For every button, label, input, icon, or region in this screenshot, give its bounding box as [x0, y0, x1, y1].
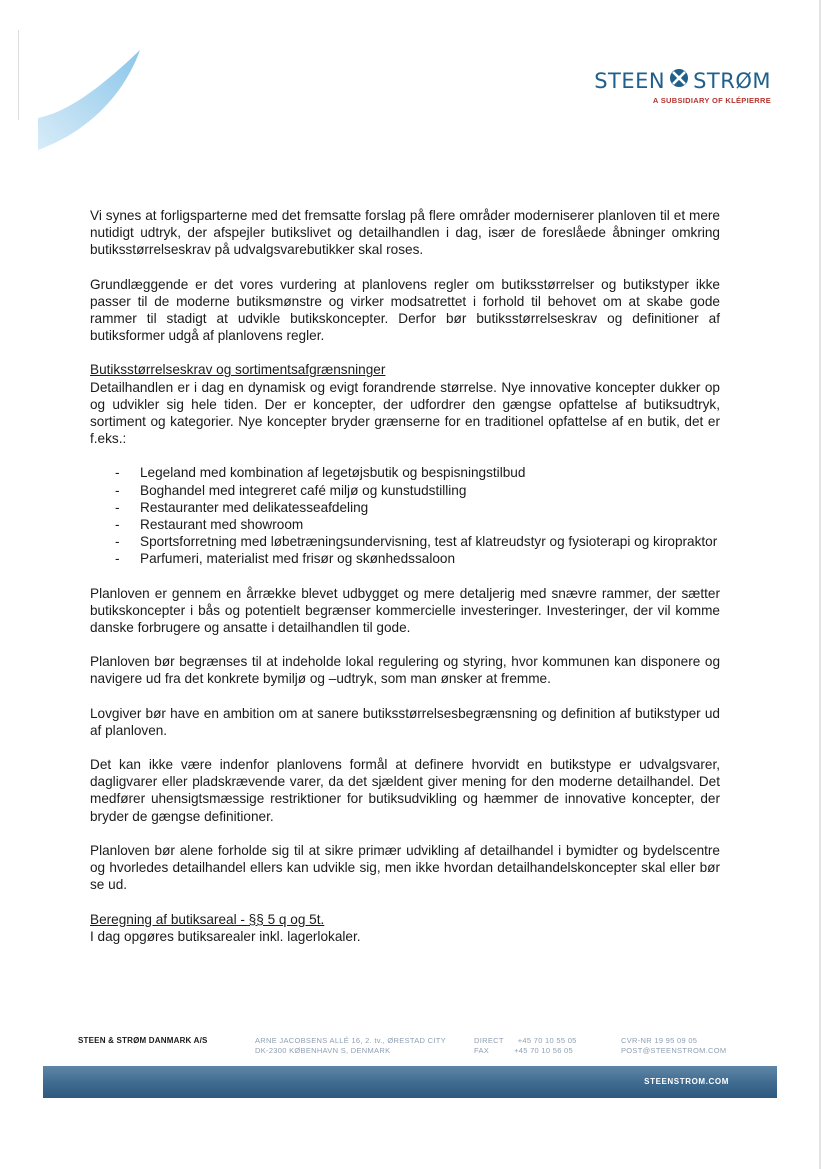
list-dash: -: [115, 499, 120, 515]
logo-word-left: STEEN: [594, 68, 666, 93]
company-logo: [594, 68, 771, 105]
list-item-text: Restaurant med showroom: [140, 517, 304, 533]
footer-address-line1: ARNE JACOBSENS ALLÉ 16, 2. tv., ØRESTAD CITY: [255, 1036, 446, 1045]
footer-band: [43, 1066, 777, 1098]
corner-swoosh-graphic: [38, 50, 143, 160]
list-dash: -: [115, 551, 120, 567]
footer-registration: [621, 1036, 726, 1056]
paragraph-formaal: Det kan ikke være indenfor planlovens formål at definere hvorvidt en butikstype er udvalgsvarer, dagligvarer eller pladskrævende varer, da det sjældent giver mening for den moderne detailhandel. Det medfører uhensigtsmæssige restriktioner for butiksudvikling og hæmmer de innovative koncepter, der bryder de gængse definitioner.: [90, 757, 720, 824]
paragraph-lovgiver: Lovgiver bør have en ambition om at sanere butiksstørrelsesbegrænsning og definition af butikstyper ud af planloven.: [90, 705, 720, 738]
list-item: [90, 464, 720, 481]
footer-address: [255, 1036, 446, 1056]
footer-cvr: CVR-NR 19 95 09 05: [621, 1036, 698, 1045]
margin-line: [18, 30, 19, 120]
concept-examples-list: [90, 464, 720, 567]
footer-company-name: STEEN & STRØM DANMARK A/S: [78, 1036, 208, 1045]
list-item-text: Parfumeri, materialist med frisør og skønhedssaloon: [140, 551, 456, 567]
list-item-text: Boghandel med integreret café miljø og kunstudstilling: [140, 482, 467, 498]
paragraph-planloven-begraenses: Planloven bør begrænses til at indeholde lokal regulering og styring, hvor kommunen kan disponere og navigere ud fra det konkrete bymiljø og –udtryk, som man ønsker at fremme.: [90, 654, 720, 687]
list-dash: -: [115, 482, 120, 498]
list-item-text: Sportsforretning med løbetræningsundervisning, test af klatreudstyr og fysioterapi og kiropraktor: [140, 534, 718, 550]
list-dash: -: [115, 517, 120, 533]
footer-fax-label: FAX: [474, 1046, 490, 1055]
paragraph-intro: Vi synes at forligsparterne med det fremsatte forslag på flere områder moderniserer planloven til et mere nutidigt udtryk, der afspejler butikslivet og detailhandlen i dag, især de foreslåede åbninger omkring butiksstørrelseskrav på udvalgsvarebutikker skal roses.: [90, 208, 720, 258]
footer-website: STEENSTROM.COM: [644, 1077, 729, 1086]
footer-email: POST@STEENSTROM.COM: [621, 1046, 727, 1055]
footer-direct-label: DIRECT: [474, 1036, 504, 1045]
letter-body: [90, 207, 720, 945]
list-dash: -: [115, 534, 120, 550]
paragraph-lagerlokaler: I dag opgøres butiksarealer inkl. lagerlokaler.: [90, 928, 361, 944]
list-item-text: Legeland med kombination af legetøjsbutik og bespisningstilbud: [140, 465, 526, 481]
paragraph-assessment: Grundlæggende er det vores vurdering at planlovens regler om butiksstørrelser og butikstyper ikke passer til de moderne butiksmønstre og virker modsatrettet i forhold til behovet om at skabe gode rammer til stadigt at udvikle butikskoncepter. Derfor bør butiksstørrelseskrav og definitioner af butiksformer udgå af planlovens regler.: [90, 276, 720, 344]
logo-word-right: STRØM: [693, 68, 771, 93]
footer-address-line2: DK-2300 KØBENHAVN S, DENMARK: [255, 1046, 391, 1055]
paragraph-planloven-udbygget: Planloven er gennem en årrække blevet udbygget og mere detaljerig med snævre rammer, der sætter butikskoncepter i bås og potentielt begrænser kommercielle investeringer. Investeringer, der vil komme danske forbrugere og ansatte i detailhandlen til gode.: [90, 585, 720, 636]
list-item: [90, 550, 720, 567]
page-edge: [819, 0, 821, 1169]
list-item: [90, 516, 720, 533]
logo-subsidiary-text: A SUBSIDIARY OF KLÉPIERRE: [652, 96, 771, 105]
footer-fax-value: +45 70 10 56 05: [514, 1046, 574, 1055]
list-dash: -: [115, 465, 120, 481]
list-item: [90, 533, 720, 550]
footer-phone: [474, 1036, 577, 1056]
footer-direct-value: +45 70 10 55 05: [517, 1036, 577, 1045]
list-item-text: Restauranter med delikatesseafdeling: [140, 499, 369, 515]
list-item: [90, 499, 720, 516]
section-heading-butiksstorrelse: Butiksstørrelseskrav og sortimentsafgrænsninger: [90, 362, 386, 378]
section-heading-beregning: Beregning af butiksareal - §§ 5 q og 5t.: [90, 911, 325, 927]
logo-emblem-icon: [669, 68, 689, 93]
paragraph-detailhandel: Detailhandlen er i dag en dynamisk og evigt forandrende størrelse. Nye innovative koncepter dukker op og udvikler sig hele tiden. Der er koncepter, der udfordrer den gængse opfattelse af butiksudtryk, sortiment og kategorier. Nye koncepter bryder grænserne for en traditionel opfattelse af en butik, det er f.eks.:: [90, 379, 720, 447]
list-item: [90, 482, 720, 499]
paragraph-primaer-udvikling: Planloven bør alene forholde sig til at sikre primær udvikling af detailhandel i bymidter og bydelscentre og hvorledes detailhandel ellers kan udvikle sig, men ikke hvordan detailhandelskoncepter skal eller bør se ud.: [90, 842, 720, 893]
